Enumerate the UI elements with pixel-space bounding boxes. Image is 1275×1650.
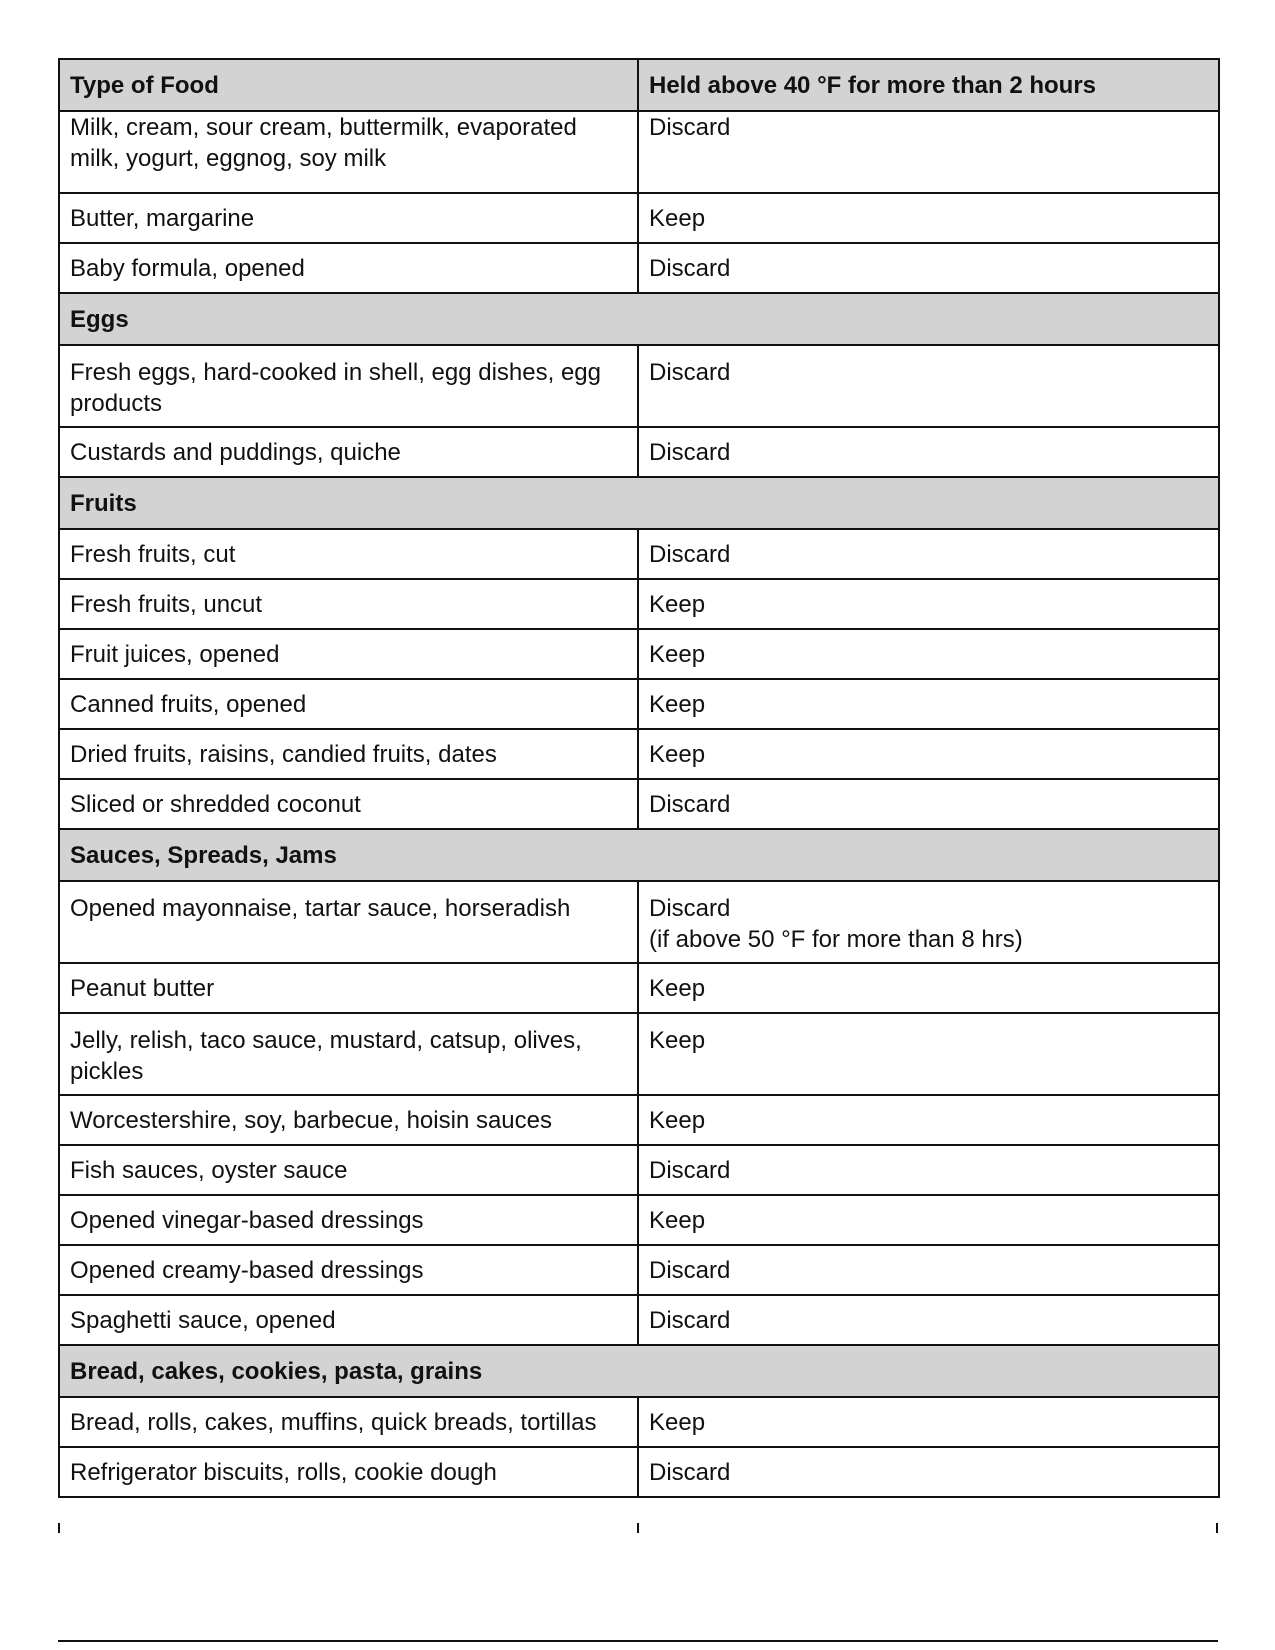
table-row bbox=[59, 193, 1219, 243]
food-cell: Fruit juices, opened bbox=[59, 629, 638, 679]
table-row bbox=[59, 579, 1219, 629]
food-safety-table bbox=[58, 58, 1220, 1498]
action-cell: Keep bbox=[638, 679, 1219, 729]
header-held-above: Held above 40 °F for more than 2 hours bbox=[638, 59, 1219, 111]
action-cell: Discard bbox=[638, 345, 1219, 427]
action-cell: Discard bbox=[638, 1295, 1219, 1345]
food-cell: Baby formula, opened bbox=[59, 243, 638, 293]
action-cell: Keep bbox=[638, 963, 1219, 1013]
table-edge-left bbox=[58, 1523, 60, 1533]
action-cell: Discard bbox=[638, 779, 1219, 829]
table-row bbox=[59, 1195, 1219, 1245]
section-header-row bbox=[59, 1345, 1219, 1397]
food-cell: Fresh fruits, cut bbox=[59, 529, 638, 579]
section-title: Eggs bbox=[59, 293, 1219, 345]
food-cell: Opened mayonnaise, tartar sauce, horseradish bbox=[59, 881, 638, 963]
action-text: Discard bbox=[649, 895, 731, 922]
food-cell: Custards and puddings, quiche bbox=[59, 427, 638, 477]
action-cell: Keep bbox=[638, 1013, 1219, 1095]
food-cell: Fish sauces, oyster sauce bbox=[59, 1145, 638, 1195]
table-row bbox=[59, 529, 1219, 579]
table-row bbox=[59, 1397, 1219, 1447]
table-header-row bbox=[59, 59, 1219, 111]
section-header-row bbox=[59, 293, 1219, 345]
food-cell: Fresh eggs, hard-cooked in shell, egg dishes, egg products bbox=[59, 345, 638, 427]
action-cell: Keep bbox=[638, 1397, 1219, 1447]
action-cell: Keep bbox=[638, 1095, 1219, 1145]
action-cell: Discard bbox=[638, 427, 1219, 477]
action-note: (if above 50 °F for more than 8 hrs) bbox=[649, 926, 1023, 953]
action-cell: Keep bbox=[638, 729, 1219, 779]
food-cell: Jelly, relish, taco sauce, mustard, catsup, olives, pickles bbox=[59, 1013, 638, 1095]
food-cell: Opened creamy-based dressings bbox=[59, 1245, 638, 1295]
food-cell: Spaghetti sauce, opened bbox=[59, 1295, 638, 1345]
table-row bbox=[59, 1245, 1219, 1295]
section-header-row bbox=[59, 477, 1219, 529]
food-cell: Sliced or shredded coconut bbox=[59, 779, 638, 829]
action-cell: Keep bbox=[638, 1195, 1219, 1245]
section-title: Fruits bbox=[59, 477, 1219, 529]
table-row bbox=[59, 779, 1219, 829]
table-row bbox=[59, 345, 1219, 427]
table-row bbox=[59, 881, 1219, 963]
action-cell: Discard bbox=[638, 529, 1219, 579]
footer-rule bbox=[58, 1640, 1218, 1642]
food-cell: Refrigerator biscuits, rolls, cookie dough bbox=[59, 1447, 638, 1497]
table-row bbox=[59, 1013, 1219, 1095]
table-edge-right bbox=[1216, 1523, 1218, 1533]
action-cell: Discard bbox=[638, 1145, 1219, 1195]
table-edge-middle bbox=[637, 1523, 639, 1533]
food-cell: Bread, rolls, cakes, muffins, quick breads, tortillas bbox=[59, 1397, 638, 1447]
food-cell: Milk, cream, sour cream, buttermilk, evaporated milk, yogurt, eggnog, soy milk bbox=[59, 111, 638, 193]
food-cell: Worcestershire, soy, barbecue, hoisin sauces bbox=[59, 1095, 638, 1145]
food-cell: Butter, margarine bbox=[59, 193, 638, 243]
food-cell: Opened vinegar-based dressings bbox=[59, 1195, 638, 1245]
table-body bbox=[59, 111, 1219, 1497]
action-cell: Keep bbox=[638, 629, 1219, 679]
action-cell bbox=[638, 881, 1219, 963]
section-header-row bbox=[59, 829, 1219, 881]
table-row bbox=[59, 729, 1219, 779]
table-row bbox=[59, 1145, 1219, 1195]
table-row bbox=[59, 111, 1219, 193]
table-row bbox=[59, 1295, 1219, 1345]
food-cell: Dried fruits, raisins, candied fruits, dates bbox=[59, 729, 638, 779]
table-row bbox=[59, 1447, 1219, 1497]
section-title: Bread, cakes, cookies, pasta, grains bbox=[59, 1345, 1219, 1397]
table-row bbox=[59, 243, 1219, 293]
table-row bbox=[59, 1095, 1219, 1145]
food-cell: Fresh fruits, uncut bbox=[59, 579, 638, 629]
action-cell: Discard bbox=[638, 1245, 1219, 1295]
table-row bbox=[59, 679, 1219, 729]
action-cell: Discard bbox=[638, 1447, 1219, 1497]
table-row bbox=[59, 963, 1219, 1013]
action-cell: Keep bbox=[638, 579, 1219, 629]
table-row bbox=[59, 427, 1219, 477]
food-cell: Canned fruits, opened bbox=[59, 679, 638, 729]
action-cell: Keep bbox=[638, 193, 1219, 243]
action-cell: Discard bbox=[638, 111, 1219, 193]
header-type-of-food: Type of Food bbox=[59, 59, 638, 111]
action-cell: Discard bbox=[638, 243, 1219, 293]
food-cell: Peanut butter bbox=[59, 963, 638, 1013]
section-title: Sauces, Spreads, Jams bbox=[59, 829, 1219, 881]
table-row bbox=[59, 629, 1219, 679]
